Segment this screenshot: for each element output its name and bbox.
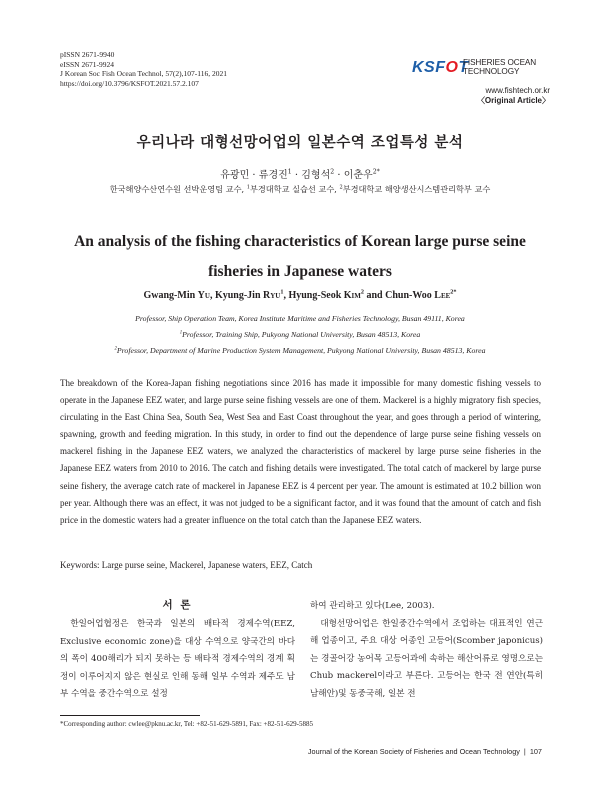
author-separator: and <box>363 290 386 301</box>
affiliation-sup: 1 <box>246 184 250 191</box>
article-type: 〈Original Article〉 <box>476 96 550 105</box>
page-footer <box>308 747 542 756</box>
author-separator: · <box>334 170 344 181</box>
doi-link[interactable]: https://doi.org/10.3796/KSFOT.2021.57.2.107 <box>60 78 199 88</box>
logo-line-1: FISHERIES OCEAN <box>463 58 537 67</box>
author-first: Kyung-Jin <box>214 290 261 301</box>
corresponding-author-footnote: *Corresponding author: cwlee@pknu.ac.kr, Tel: +82-51-629-5891, Fax: +82-51-629-5885 <box>60 720 313 728</box>
journal-site <box>477 86 550 106</box>
affiliation-text: 부경대학교 실습선 교수, <box>249 184 340 194</box>
author-separator: , <box>283 290 289 301</box>
english-authors <box>0 290 600 301</box>
affiliation-text: 부경대학교 해양생산시스템관리학부 교수 <box>342 184 491 194</box>
author-name: 유광민 <box>220 170 250 181</box>
affiliation-sup: 1 <box>179 330 183 336</box>
keywords: Keywords: Large purse seine, Mackerel, Japanese waters, EEZ, Catch <box>60 560 313 570</box>
footnote-rule <box>60 715 200 716</box>
body-column-right <box>310 598 543 704</box>
author-separator: , <box>209 290 215 301</box>
abstract-text: The breakdown of the Korea-Japan fishing negotiations since 2016 has made it impossible for many domestic fishing vessels to operate in the Japanese EEZ water, and large purse seine fishing vessels are one of them. Mackerel is a highly migratory fish species, circulating in the East China Sea, South Sea, West Sea and East Coast throughout the year, and goes through a period of wintering, spawning, growth and feeding migration. In this study, in order to find out the dependence of large purse seine fishing vessels on mackerel fishing in the Japanese EEZ waters, we analyzed the characteristics of mackerel by large purse seine fisheries in the Japanese EEZ waters from 2010 to 2016. The catch and fishing details were investigated. The total catch of mackerel by large purse seine fishery, the average catch rate of mackerel in Japanese EEZ is 4 percent per year. The amount is estimated at 10.2 billion won per year. Although there was an effect, it was not judged to be a significant factor, and it was found that the amount of catch and fish price in the domestic waters had a greater influence on the total catch than the Japanese EEZ waters. <box>60 378 541 525</box>
affiliation-text: Professor, Training Ship, Pukyong National University, Busan 48513, Korea <box>182 330 421 339</box>
korean-authors <box>0 166 600 181</box>
body-paragraph: 한일어업협정은 한국과 일본의 배타적 경제수역(EEZ, Exclusive economic zone)을 대상 수역으로 양국간의 바다의 폭이 400해리가 되지 못하는 등 배타적 경제수역의 경계 획정이 이루어지지 않은 현실로 인해 동해 일부 수역과 제주도 남부 수역을 중간수역으로 설정 <box>60 619 295 700</box>
author-name: 이춘우 <box>343 170 373 181</box>
author-name: 류경진 <box>258 170 288 181</box>
citation: J Korean Soc Fish Ocean Technol, 57(2),107-116, 2021 <box>60 69 227 79</box>
author-sup: 2* <box>450 288 457 296</box>
footer-journal: Journal of the Korean Society of Fisheries and Ocean Technology <box>307 747 520 756</box>
author-first: Hyung-Seok <box>288 290 342 301</box>
logo-name <box>463 58 536 77</box>
author-name: 김형석 <box>301 170 331 181</box>
author-separator: · <box>249 170 259 181</box>
body-paragraph: 하여 관리하고 있다(Lee, 2003). <box>310 601 435 611</box>
affiliation-text: Professor, Department of Marine Production System Management, Pukyong National University, Busan 48513, Korea <box>116 346 486 355</box>
eissn: eISSN 2671-9924 <box>60 59 114 69</box>
affiliation-sup: 2 <box>114 346 117 352</box>
author-sup: 1 <box>287 168 292 176</box>
affiliation-text: Professor, Ship Operation Team, Korea Institute Maritime and Fisheries Technology, Busan 49111, Korea <box>135 314 465 323</box>
body-column-left <box>60 616 295 704</box>
author-first: Chun-Woo <box>385 290 432 301</box>
english-title: An analysis of the fishing characteristics of Korean large purse seine fisheries in Japanese waters <box>74 233 526 280</box>
section-heading: 서 론 <box>162 599 193 611</box>
pissn: pISSN 2671-9940 <box>60 50 115 59</box>
body-paragraph: 대형선망어업은 한일중간수역에서 조업하는 대표적인 연근해 업종이고, 주요 대상 어종인 고등어(Scomber japonicus)는 경골어강 농어목 고등어과에 속하는 해산어류로 영명으로는 Chub mackerel이라고 부른다. 고등어는 한국 전 연안(특히 남해안)및 동중국해, 일본 전 <box>310 618 543 699</box>
korean-title: 우리나라 대형선망어업의 일본수역 조업특성 분석 <box>136 134 464 151</box>
author-last: Yu <box>197 290 210 301</box>
author-sup: 2 <box>360 288 364 296</box>
abstract <box>60 375 541 529</box>
english-affiliation <box>0 346 600 355</box>
english-affiliation <box>0 314 600 323</box>
author-last: Kim <box>343 290 361 301</box>
logo-accent-letter: O <box>445 59 459 76</box>
journal-logo <box>412 58 552 80</box>
english-affiliation <box>0 330 600 339</box>
logo-line-2: TECHNOLOGY <box>463 67 520 77</box>
page-number: 107 <box>529 747 542 756</box>
author-sup: 2* <box>372 168 380 176</box>
korean-affiliations <box>0 184 600 195</box>
affiliation-sup: 2 <box>339 184 343 191</box>
logo-mark: KSFOT <box>412 59 469 76</box>
author-separator: · <box>291 170 302 181</box>
author-last: Lee <box>434 290 451 301</box>
author-sup: 2 <box>330 168 335 176</box>
footer-separator: | <box>523 747 526 756</box>
author-last: Ryu <box>263 290 281 301</box>
website-link[interactable]: www.fishtech.or.kr <box>485 86 550 95</box>
journal-metadata <box>60 50 227 88</box>
author-sup: 1 <box>280 288 284 296</box>
author-first: Gwang-Min <box>143 290 196 301</box>
affiliation-text: 한국해양수산연수원 선박운영팀 교수, <box>109 184 247 194</box>
